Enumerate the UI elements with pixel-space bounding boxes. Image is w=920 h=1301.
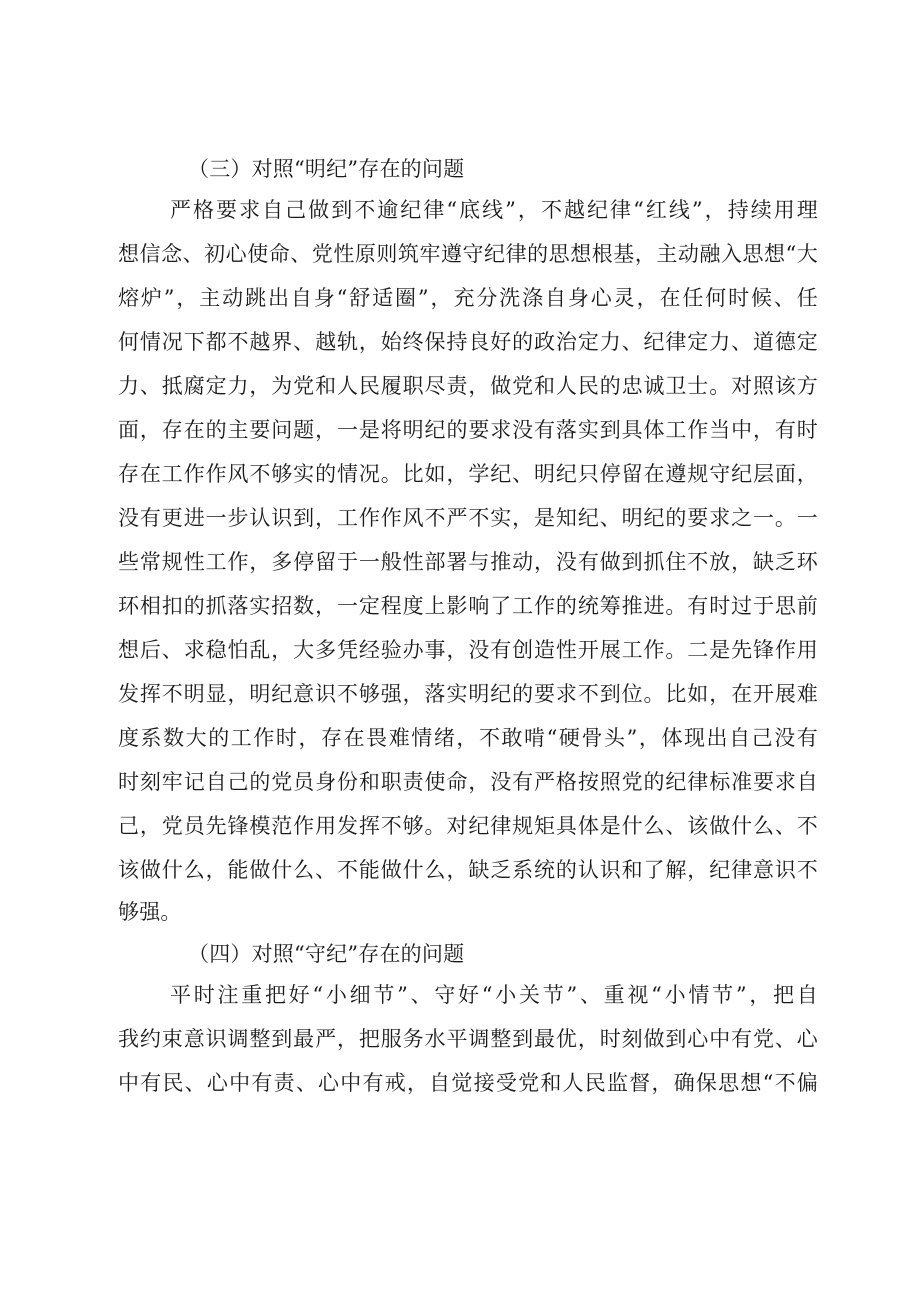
- paragraph-line: 何情况下都不越界、越轨，始终保持良好的政治定力、纪律定力、道德定: [118, 330, 818, 354]
- paragraph-line: 严格要求自己做到不逾纪律“底线”，不越纪律“红线”，持续用理: [170, 198, 818, 222]
- section-heading: （四）对照“守纪”存在的问题: [188, 942, 465, 966]
- paragraph-line: 环相扣的抓落实招数，一定程度上影响了工作的统筹推进。有时过于思前: [118, 594, 818, 618]
- paragraph-line: 力、抵腐定力，为党和人民履职尽责，做党和人民的忠诚卫士。对照该方: [118, 374, 818, 398]
- paragraph-line: 熔炉”，主动跳出自身“舒适圈”，充分洗涤自身心灵，在任何时候、任: [118, 286, 818, 310]
- paragraph-line: 中有民、心中有责、心中有戒，自觉接受党和人民监督，确保思想“不偏: [118, 1071, 818, 1095]
- paragraph-line: 我约束意识调整到最严，把服务水平调整到最优，时刻做到心中有党、心: [118, 1027, 818, 1051]
- paragraph-line: 想信念、初心使命、党性原则筑牢遵守纪律的思想根基，主动融入思想“大: [118, 242, 818, 266]
- paragraph-line: 度系数大的工作时，存在畏难情绪，不敢啃“硬骨头”，体现出自己没有: [118, 726, 818, 750]
- paragraph-line: 该做什么，能做什么、不能做什么，缺乏系统的认识和了解，纪律意识不: [118, 858, 818, 882]
- paragraph-line: 己，党员先锋模范作用发挥不够。对纪律规矩具体是什么、该做什么、不: [118, 814, 818, 838]
- paragraph-line: 时刻牢记自己的党员身份和职责使命，没有严格按照党的纪律标准要求自: [118, 770, 818, 794]
- section-heading: （三）对照“明纪”存在的问题: [188, 157, 465, 181]
- paragraph-line: 面，存在的主要问题，一是将明纪的要求没有落实到具体工作当中，有时: [118, 418, 818, 442]
- paragraph-line: 发挥不明显，明纪意识不够强，落实明纪的要求不到位。比如，在开展难: [118, 682, 818, 706]
- paragraph-line: 够强。: [118, 900, 182, 924]
- paragraph-line: 想后、求稳怕乱，大多凭经验办事，没有创造性开展工作。二是先锋作用: [118, 638, 818, 662]
- paragraph-line: 平时注重把好“小细节”、守好“小关节”、重视“小情节”，把自: [170, 983, 818, 1007]
- paragraph-line: 些常规性工作，多停留于一般性部署与推动，没有做到抓住不放，缺乏环: [118, 550, 818, 574]
- paragraph-line: 存在工作作风不够实的情况。比如，学纪、明纪只停留在遵规守纪层面，: [118, 462, 818, 486]
- paragraph-line: 没有更进一步认识到，工作作风不严不实，是知纪、明纪的要求之一。一: [118, 506, 818, 530]
